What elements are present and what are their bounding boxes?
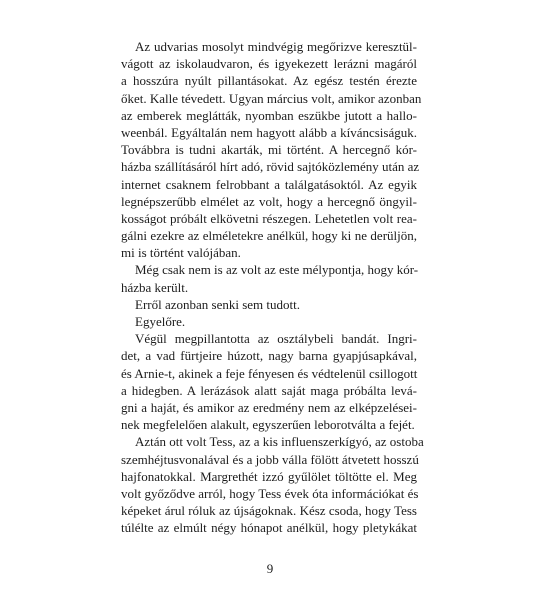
text-line: az emberek meglátták, nyomban eszükbe jutott a hallo- — [121, 107, 417, 123]
text-line: őket. Kalle tévedett. Ugyan március volt, amikor azonban — [121, 90, 422, 106]
text-line: vágott az iskolaudvaron, és igyekezett lerázni magáról — [121, 56, 417, 72]
text-line: nek megfelelően alakult, egyszerűen leborotválta a fejét. — [121, 417, 415, 433]
text-line: Erről azonban senki sem tudott. — [135, 296, 300, 312]
text-line: volt győződve arról, hogy Tess évek óta információkat és — [121, 485, 419, 501]
text-line: det, a vad fürtjeire húzott, nagy barna gyapjúsapkával, — [121, 348, 417, 364]
text-line: képeket árul róluk az újságoknak. Kész csoda, hogy Tess — [121, 503, 417, 519]
text-line: kosságot próbált elkövetni részegen. Lehetetlen volt rea- — [121, 210, 417, 226]
text-line: Aztán ott volt Tess, az a kis influenszerkígyó, az ostoba — [135, 434, 424, 450]
text-line: mi is történt valójában. — [121, 245, 241, 261]
text-line: házba került. — [121, 279, 189, 295]
text-line: a hosszúra nyúlt pillantásokat. Az egész testén érezte — [121, 73, 417, 89]
text-line: házba szállításáról hírt adó, rövid sajtóközlemény után az — [121, 159, 420, 175]
text-line: gálni ezekre az elméletekre anélkül, hogy ki ne derüljön, — [121, 228, 417, 244]
text-line: Továbbra is tudni akarták, mi történt. A hercegnő kór- — [121, 142, 417, 158]
body-text — [121, 38, 424, 536]
text-line: Végül megpillantotta az osztálybeli bandát. Ingri- — [135, 331, 417, 347]
text-line: internet csaknem felrobbant a találgatásoktól. Az egyik — [121, 176, 417, 192]
text-line: túlélte az elmúlt négy hónapot anélkül, hogy pletykákat — [121, 520, 417, 536]
page-number: 9 — [266, 561, 274, 576]
text-line: és Arnie-t, akinek a feje fényesen és védtelenül csillogott — [121, 365, 418, 381]
text-line: a hidegben. A lerázások alatt saját maga próbálta levá- — [121, 382, 417, 398]
text-line: hajfonatokkal. Margrethét izzó gyűlölet töltötte el. Meg — [121, 468, 417, 484]
text-line: Még csak nem is az volt az este mélypontja, hogy kór- — [135, 262, 419, 278]
text-line: gni a haját, és amikor az eredmény nem az elképzelései- — [121, 399, 417, 415]
text-line: Egyelőre. — [135, 314, 186, 329]
text-line: szemhéjtusvonalával és a jobb válla fölött átvetett hosszú — [121, 451, 419, 467]
text-line: legnépszerűbb elmélet az volt, hogy a hercegnő öngyil- — [121, 193, 417, 209]
text-line: Az udvarias mosolyt mindvégig megőrizve keresztül- — [135, 39, 417, 54]
text-line: weenbál. Egyáltalán nem hagyott alább a kíváncsiságuk. — [121, 124, 417, 140]
